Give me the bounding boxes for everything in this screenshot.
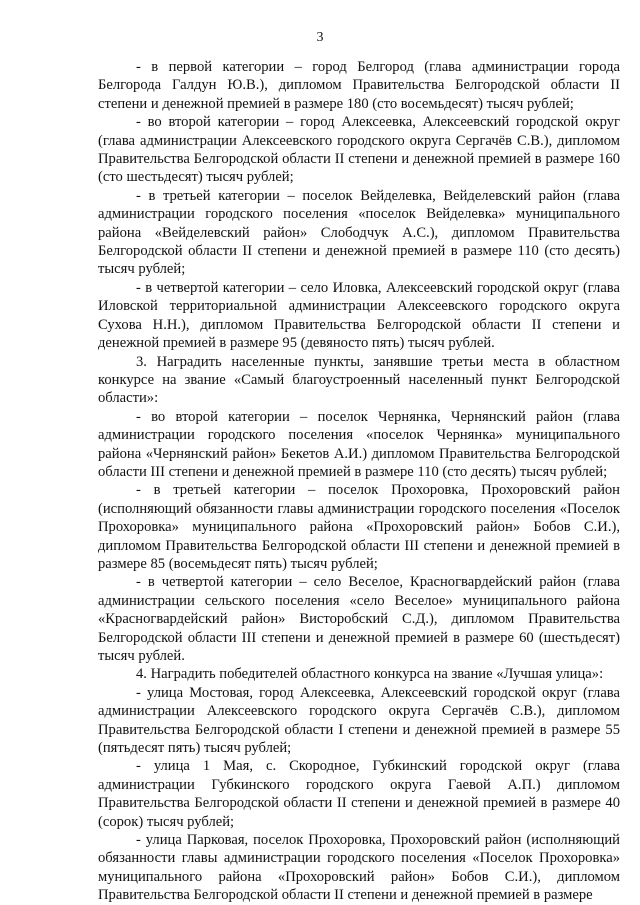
document-body	[98, 58, 620, 905]
paragraph-section-3: 3. Наградить населенные пункты, занявшие третьи места в областном конкурсе на звание «Самый благоустроенный населенный пункт Белгородской области»:	[98, 353, 620, 407]
paragraph-award-ilovka: - в четвертой категории – село Иловка, Алексеевский городской округ (глава Иловской территориальной администрации Алексеевского городского округа Сухова Н.Н.), дипломом Правительства Белгородской области II степени и денежной премией в размере 95 (девяносто пять) тысяч рублей.	[98, 279, 620, 352]
paragraph-award-mostovaya-street: - улица Мостовая, город Алексеевка, Алексеевский городской округ (глава администрации Алексеевского городского округа Сергачёв С.В.), дипломом Правительства Белгородской области I степени и денежной премией в размере 55 (пятьдесят пять) тысяч рублей;	[98, 684, 620, 757]
paragraph-award-1-maya-street: - улица 1 Мая, с. Скородное, Губкинский городской округ (глава администрации Губкинского городского округа Гаевой А.П.) дипломом Правительства Белгородской области II степени и денежной премией в размере 40 (сорок) тысяч рублей;	[98, 758, 620, 830]
paragraph-award-alekseevka: - во второй категории – город Алексеевка, Алексеевский городской округ (глава администрации Алексеевского городского округа Сергачёв С.В.), дипломом Правительства Белгородской области II степени и денежной премией в размере 160 (сто шестьдесят) тысяч рублей;	[98, 114, 620, 186]
paragraph-award-veydelevka: - в третьей категории – поселок Вейделевка, Вейделевский район (глава администрации городского поселения «поселок Вейделевка» муниципального района «Вейделевский район» Слободчук А.С.), дипломом Правительства Белгородской области II степени и денежной премией в размере 110 (сто десять) тысяч рублей;	[98, 187, 620, 278]
paragraph-award-belgorod: - в первой категории – город Белгород (глава администрации города Белгорода Галдун Ю.В.), дипломом Правительства Белгородской области II степени и денежной премией в размере 180 (сто восемьдесят) тысяч рублей;	[98, 59, 620, 112]
page-number: 3	[316, 30, 324, 45]
paragraph-award-prokhorovka: - в третьей категории – поселок Прохоровка, Прохоровский район (исполняющий обязанности главы администрации городского поселения «Поселок Прохоровка» муниципального района «Прохоровский район» Бобов С.И.), дипломом Правительства Белгородской области III степени и денежной премией в размере 85 (восемьдесят пять) тысяч рублей;	[98, 482, 620, 572]
paragraph-award-chernyanka: - во второй категории – поселок Чернянка, Чернянский район (глава администрации городского поселения «поселок Чернянка» муниципального района «Чернянский район» Бекетов А.И.) дипломом Правительства Белгородской области III степени и денежной премией в размере 110 (сто десять) тысяч рублей;	[98, 408, 620, 480]
paragraph-award-veseloe: - в четвертой категории – село Веселое, Красногвардейский район (глава администрации сельского поселения «село Веселое» муниципального района «Красногвардейский район» Висторобский С.Д.), дипломом Правительства Белгородской области III степени и денежной премией в размере 60 (шестьдесят) тысяч рублей.	[98, 574, 620, 664]
paragraph-award-parkovaya-street: - улица Парковая, поселок Прохоровка, Прохоровский район (исполняющий обязанности главы администрации городского поселения «Поселок Прохоровка» муниципального района «Прохоровский район» Бобов С.И.), дипломом Правительства Белгородской области II степени и денежной премией в размере	[98, 832, 620, 904]
paragraph-section-4: 4. Наградить победителей областного конкурса на звание «Лучшая улица»:	[136, 666, 604, 683]
